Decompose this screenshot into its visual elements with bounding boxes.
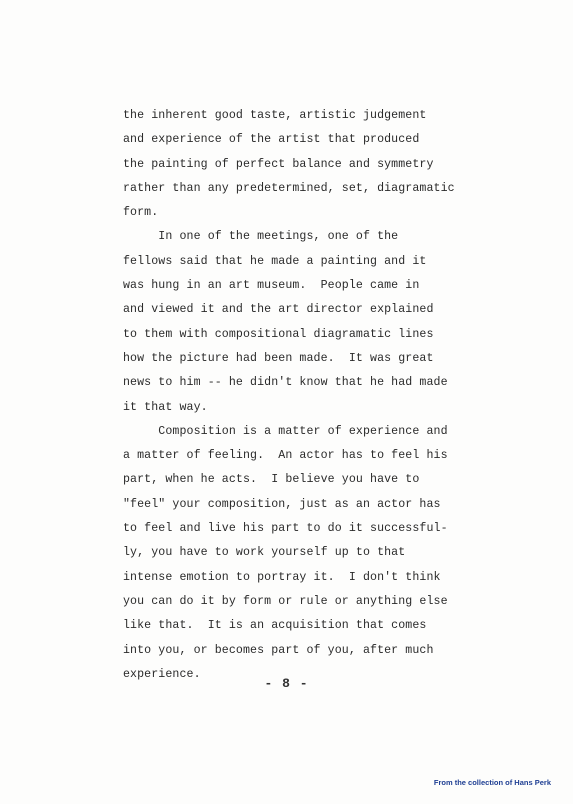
collection-watermark: From the collection of Hans Perk xyxy=(433,778,551,787)
text-line: and experience of the artist that produced xyxy=(123,133,420,147)
text-line: intense emotion to portray it. I don't think xyxy=(123,570,441,584)
text-line: part, when he acts. I believe you have to xyxy=(123,473,420,487)
text-line: fellows said that he made a painting and it xyxy=(123,254,427,268)
text-line: like that. It is an acquisition that comes xyxy=(123,619,427,633)
text-line: to feel and live his part to do it successful- xyxy=(123,522,448,536)
text-line: the inherent good taste, artistic judgement xyxy=(123,109,427,122)
text-line: to them with compositional diagramatic lines xyxy=(123,327,434,341)
text-line: experience. xyxy=(123,667,201,681)
text-line: you can do it by form or rule or anything else xyxy=(123,594,448,608)
text-line: In one of the meetings, one of the xyxy=(123,230,399,244)
page-number: - 8 - xyxy=(264,676,309,691)
text-line: was hung in an art museum. People came in xyxy=(123,279,420,293)
text-line: and viewed it and the art director explained xyxy=(123,303,434,317)
text-line: it that way. xyxy=(123,400,208,414)
text-line: rather than any predetermined, set, diagramatic xyxy=(123,181,455,195)
text-line: form. xyxy=(123,206,159,220)
text-line: Composition is a matter of experience and xyxy=(123,424,448,438)
text-line: "feel" your composition, just as an actor has xyxy=(123,497,441,511)
text-line: how the picture had been made. It was great xyxy=(123,351,434,365)
text-line: the painting of perfect balance and symmetry xyxy=(123,157,434,171)
typewritten-body xyxy=(123,104,473,687)
text-line: a matter of feeling. An actor has to feel his xyxy=(123,449,448,463)
text-line: news to him -- he didn't know that he had made xyxy=(123,376,448,390)
text-line: ly, you have to work yourself up to that xyxy=(123,546,406,560)
text-line: into you, or becomes part of you, after much xyxy=(123,643,434,657)
